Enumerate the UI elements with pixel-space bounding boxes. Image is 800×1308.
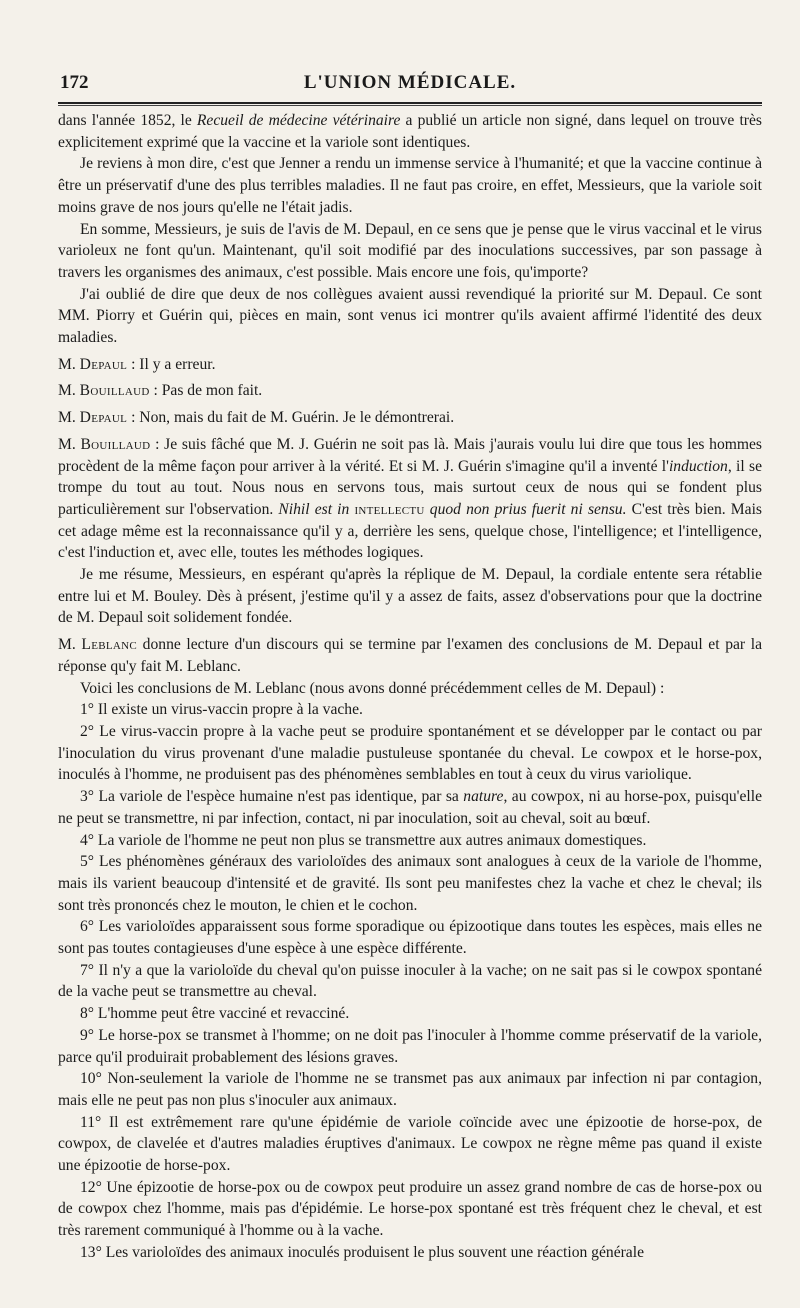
- paragraph: [58, 284, 762, 349]
- text-run: 8° L'homme peut être vacciné et revacciné.: [80, 1005, 350, 1023]
- italic-text: nature: [463, 788, 504, 806]
- text-run: : Je suis fâché que M. J. Guérin ne soit pas là. Mais j'aurais voulu lui dire que tous les hommes procèdent de la même façon pour arriver à la vérité. Et si M. J. Guérin s'imagine qu'il a inventé l': [58, 435, 762, 475]
- paragraph: [58, 219, 762, 284]
- paragraph: [58, 916, 762, 959]
- text-run: , au cowpox, ni au horse-pox, puisqu'elle ne peut se transmettre, ni par infection, contact, ni par inoculation, soit au cheval, soit au bœuf.: [58, 788, 762, 827]
- text-run: M.: [58, 355, 80, 373]
- small-caps-text: Bouillaud: [80, 435, 151, 453]
- paragraph: [58, 699, 762, 721]
- text-run: Voici les conclusions de M. Leblanc (nous avons donné précédemment celles de M. Depaul) :: [80, 679, 665, 697]
- text-run: M.: [58, 435, 81, 453]
- text-run: 5° Les phénomènes généraux des varioloïdes des animaux sont analogues à ceux de la variole de l'homme, mais ils varient beaucoup d'intensité et de gravité. Ils sont peu manifestes chez la vache et chez le cheval; ils sont très prononcés chez le mouton, le chien et le cochon.: [58, 853, 762, 914]
- paragraph: [58, 1068, 762, 1111]
- text-run: 13° Les varioloïdes des animaux inoculés produisent le plus souvent une réaction générale: [80, 1243, 644, 1261]
- paragraph: [58, 1025, 762, 1068]
- italic-text: quod non prius fuerit ni sensu.: [429, 500, 627, 518]
- paragraph: [58, 407, 762, 429]
- paragraph: [58, 1112, 762, 1177]
- paragraph: [58, 1177, 762, 1242]
- page-header: [58, 70, 762, 100]
- paragraph: [58, 960, 762, 1003]
- text-run: : Pas de mon fait.: [149, 382, 263, 400]
- paragraph: [58, 1242, 762, 1264]
- paragraph: [58, 380, 762, 402]
- paragraph: [58, 153, 762, 218]
- text-run: 7° Il n'y a que la varioloïde du cheval qu'on puisse inoculer à la vache; on ne sait pas si le cowpox spontané de la vache peut se transmettre au cheval.: [58, 961, 762, 1001]
- paragraph: [58, 564, 762, 629]
- paragraph: [58, 1003, 762, 1025]
- text-run: : Il y a erreur.: [127, 355, 216, 373]
- header-rule: [58, 102, 762, 104]
- text-run: M.: [58, 409, 80, 427]
- text-run: 12° Une épizootie de horse-pox ou de cowpox peut produire un assez grand nombre de cas de horse-pox ou de cowpox chez l'homme, mais pas d'épidémie. Le horse-pox spontané est très fréquent chez le cheval, et est très rarement communiqué à l'homme ou à la vache.: [58, 1178, 762, 1240]
- italic-text: Recueil de médecine vétérinaire: [196, 112, 401, 129]
- paragraph: [58, 354, 762, 376]
- small-caps-text: intellectu: [354, 500, 425, 518]
- text-run: 9° Le horse-pox se transmet à l'homme; on ne doit pas l'inoculer à l'homme comme préservatif de la variole, parce qu'il produirait probablement des lésions graves.: [58, 1026, 762, 1066]
- text-run: donne lecture d'un discours qui se termine par l'examen des conclusions de M. Depaul et par la réponse qu'y fait M. Leblanc.: [58, 636, 762, 675]
- paragraph: [58, 721, 762, 786]
- text-run: dans l'année 1852, le: [58, 112, 197, 129]
- text-run: 3° La variole de l'espèce humaine n'est pas identique, par sa: [80, 788, 464, 806]
- small-caps-text: Depaul: [79, 409, 128, 427]
- small-caps-text: Depaul: [79, 355, 128, 373]
- paragraph: [58, 434, 762, 564]
- text-run: M.: [58, 382, 80, 400]
- text-run: a publié un article non signé, dans lequel on trouve très explicitement exprimé que la vaccine et la variole sont identiques.: [58, 112, 762, 151]
- text-run: C'est très bien. Mais cet adage même est la reconnaissance qu'il y a, derrière les sens, quelque chose, l'intelligence; et l'intelligence, c'est l'induction et, avec elle, toutes les méthodes logiques.: [58, 500, 762, 562]
- small-caps-text: Leblanc: [81, 636, 138, 654]
- text-run: M.: [58, 636, 82, 654]
- header-rule-thin: [58, 105, 762, 106]
- running-title: L'UNION MÉDICALE.: [303, 72, 517, 93]
- text-run: 1° Il existe un virus-vaccin propre à la vache.: [80, 701, 363, 719]
- body-text: [58, 110, 762, 1264]
- italic-text: induction: [668, 457, 728, 475]
- text-run: 10° Non-seulement la variole de l'homme ne se transmet pas aux animaux par infection ni par contagion, mais elle ne peut pas non plus s'inoculer aux animaux.: [58, 1070, 762, 1109]
- text-run: Je me résume, Messieurs, en espérant qu'après la réplique de M. Depaul, la cordiale entente sera rétablie entre lui et M. Bouley. Dès à présent, j'estime qu'il y a assez de faits, assez d'observations pour que la doctrine de M. Depaul soit solidement fondée.: [58, 566, 762, 627]
- paragraph: [58, 786, 762, 829]
- paragraph: [58, 634, 762, 677]
- text-run: : Non, mais du fait de M. Guérin. Je le démontrerai.: [127, 409, 455, 427]
- text-run: En somme, Messieurs, je suis de l'avis de M. Depaul, en ce sens que je pense que le virus vaccinal et le virus varioleux ne font qu'un. Maintenant, qu'il soit modifié par des inoculations successives, par son passage à travers les organismes des animaux, c'est possible. Mais encore une fois, qu'importe?: [58, 220, 762, 281]
- paragraph: [58, 830, 762, 852]
- page-number: 172: [60, 72, 89, 93]
- italic-text: Nihil est in: [278, 500, 350, 518]
- text-run: 6° Les varioloïdes apparaissent sous forme sporadique ou épizootique dans toutes les espèces, mais elles ne sont pas toutes contagieuses d'une espèce à une espèce différente.: [58, 918, 762, 958]
- paragraph: [58, 678, 762, 700]
- small-caps-text: Bouillaud: [79, 382, 150, 400]
- text-run: 11° Il est extrêmement rare qu'une épidémie de variole coïncide avec une épizootie de horse-pox, de cowpox, de clavelée et d'autres maladies éruptives d'animaux. Le cowpox ne règne même pas quand il existe une épizootie de horse-pox.: [58, 1113, 762, 1175]
- text-run: 2° Le virus-vaccin propre à la vache peut se produire spontanément et se développer par le contact ou par l'inoculation du virus provenant d'une maladie pustuleuse spontanée du cheval. Le cowpox et le horse-pox, inoculés à l'homme, ne produisent pas des phénomènes semblables en tout à ceux du virus variolique.: [58, 722, 762, 784]
- text-run: 4° La variole de l'homme ne peut non plus se transmettre aux autres animaux domestiques.: [80, 831, 647, 849]
- paragraph: [58, 851, 762, 916]
- paragraph: [58, 110, 762, 153]
- text-run: Je reviens à mon dire, c'est que Jenner a rendu un immense service à l'humanité; et que la vaccine continue à être un préservatif d'une des plus terribles maladies. Il ne faut pas croire, en effet, Messieurs, que la variole soit moins grave de nos jours qu'elle ne l'était jadis.: [58, 155, 762, 216]
- text-run: J'ai oublié de dire que deux de nos collègues avaient aussi revendiqué la priorité sur M. Depaul. Ce sont MM. Piorry et Guérin qui, pièces en main, sont venus ici montrer qu'ils avaient affirmé l'identité des deux maladies.: [58, 285, 762, 347]
- text-run: , il se trompe du tout au tout. Nous nous en servons tous, mais surtout ceux de nous qui se fondent plus particulièrement sur l'observation.: [58, 457, 762, 518]
